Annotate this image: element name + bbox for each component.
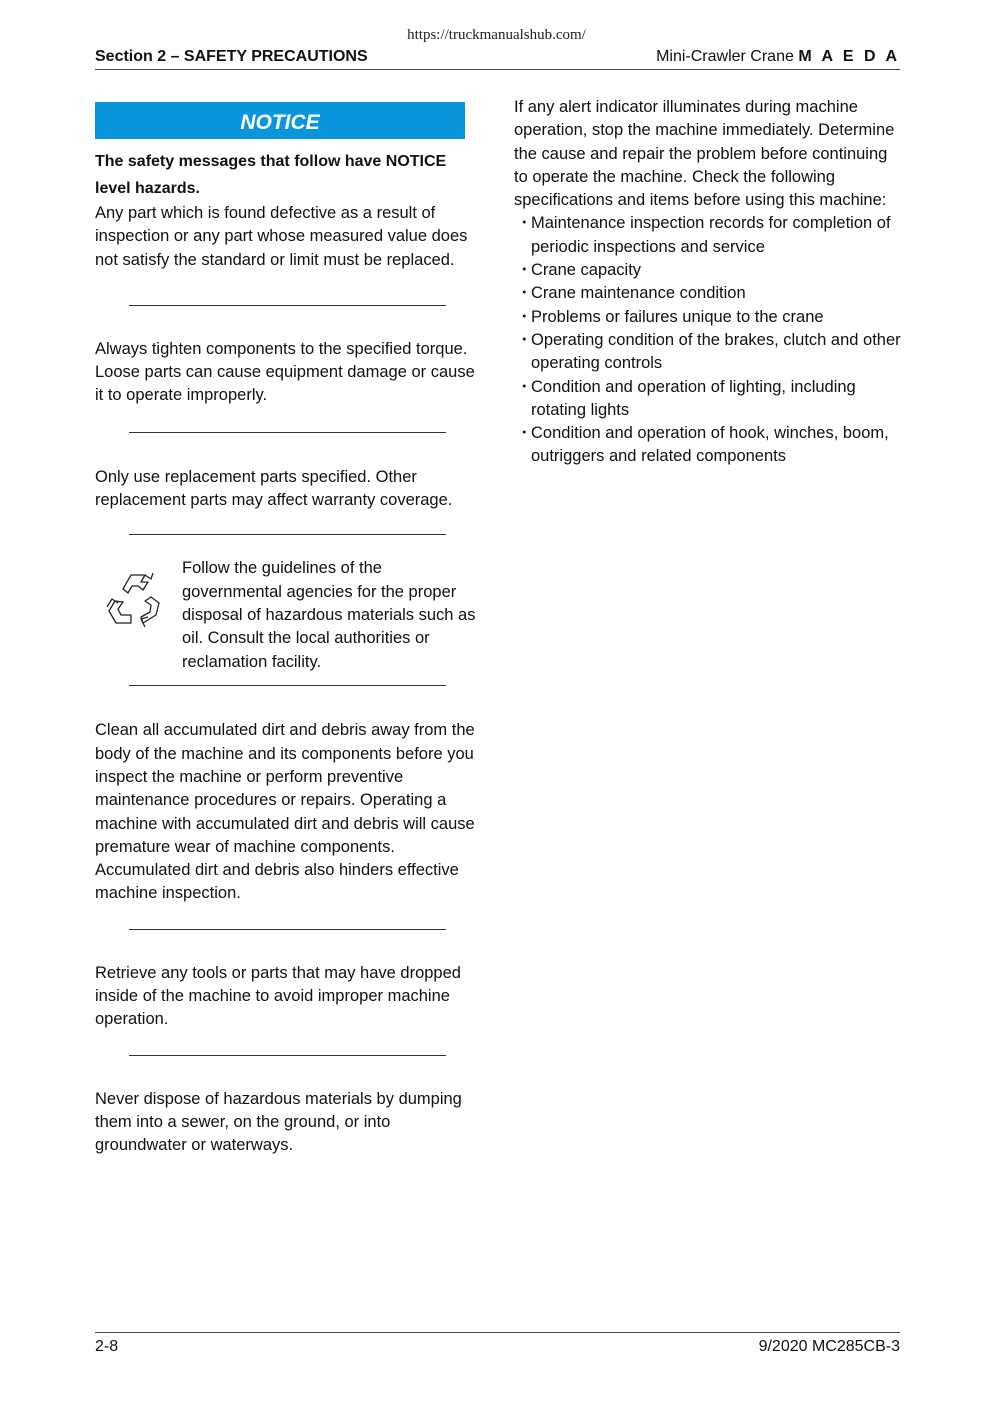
divider [129,534,446,535]
list-item [514,282,902,305]
source-url[interactable]: https://truckmanualshub.com/ [407,27,586,43]
left-column [95,102,481,1158]
paragraph-tighten-torque: Always tighten components to the specified torque. Loose parts can cause equipment damage or cause it to operate improperly. [95,339,475,405]
bullet-marker: ・ [516,424,533,443]
paragraph-retrieve-tools: Retrieve any tools or parts that may have dropped inside of the machine to avoid improper machine operation. [95,963,461,1029]
document-id: 9/2020 MC285CB-3 [758,1338,900,1355]
recycle-icon [101,567,171,635]
list-item-text: Condition and operation of hook, winches, boom, outriggers and related components [531,424,889,466]
right-column [514,96,902,469]
list-item-text: Operating condition of the brakes, clutch and other operating controls [531,330,901,373]
page-number: 2-8 [95,1338,119,1355]
divider [129,1055,446,1056]
notice-banner: NOTICE [95,102,465,139]
paragraph-defective-parts: Any part which is found defective as a result of inspection or any part whose measured value does not satisfy the standard or limit must be replaced. [95,204,468,269]
bullet-marker: ・ [516,214,533,233]
list-item-text: Maintenance inspection records for completion of periodic inspections and service [531,214,891,256]
list-item [514,376,902,423]
paragraph-alert-indicator: If any alert indicator illuminates during machine operation, stop the machine immediately. Determine the cause and repair the problem before continuing to operate the machine. Check the following specifications and items before using this machine: [514,98,895,210]
list-item [514,212,902,259]
brand-name: M A E D A [798,48,900,65]
list-item-text: Crane maintenance condition [531,284,746,303]
list-item-text: Crane capacity [531,261,642,280]
product-name: Mini-Crawler Crane [656,48,794,65]
list-item [514,329,902,376]
list-item [514,422,902,469]
inspection-checklist [514,212,902,468]
divider [129,685,446,686]
paragraph-never-dispose: Never dispose of hazardous materials by dumping them into a sewer, on the ground, or into groundwater or waterways. [95,1089,462,1155]
list-item-text: Condition and operation of lighting, including rotating lights [531,377,856,419]
notice-intro: The safety messages that follow have NOTICE level hazards. [95,153,447,197]
page-header [95,47,900,70]
paragraph-clean-debris: Clean all accumulated dirt and debris away from the body of the machine and its components before you inspect the machine or perform preventive maintenance procedures or repairs. Operating a machine with accumulated dirt and debris will cause premature wear of machine components. Accumulated dirt and debris also hinders effective machine inspection. [95,721,475,903]
bullet-marker: ・ [516,307,533,326]
paragraph-replacement-parts: Only use replacement parts specified. Other replacement parts may affect warranty coverage. [95,467,453,510]
list-item [514,306,902,329]
recycle-block [95,557,481,671]
page-footer [95,1332,900,1355]
bullet-marker: ・ [516,377,533,396]
bullet-marker: ・ [516,261,533,280]
divider [129,432,446,433]
list-item [514,259,902,282]
divider [129,929,446,930]
bullet-marker: ・ [516,284,533,303]
paragraph-hazardous-disposal: Follow the guidelines of the governmental agencies for the proper disposal of hazardous materials such as oil. Consult the local authorities or reclamation facility. [182,559,476,671]
list-item-text: Problems or failures unique to the crane [531,307,824,326]
divider [129,305,446,306]
bullet-marker: ・ [516,330,533,349]
product-title [656,48,900,66]
section-title: Section 2 – SAFETY PRECAUTIONS [95,48,368,65]
